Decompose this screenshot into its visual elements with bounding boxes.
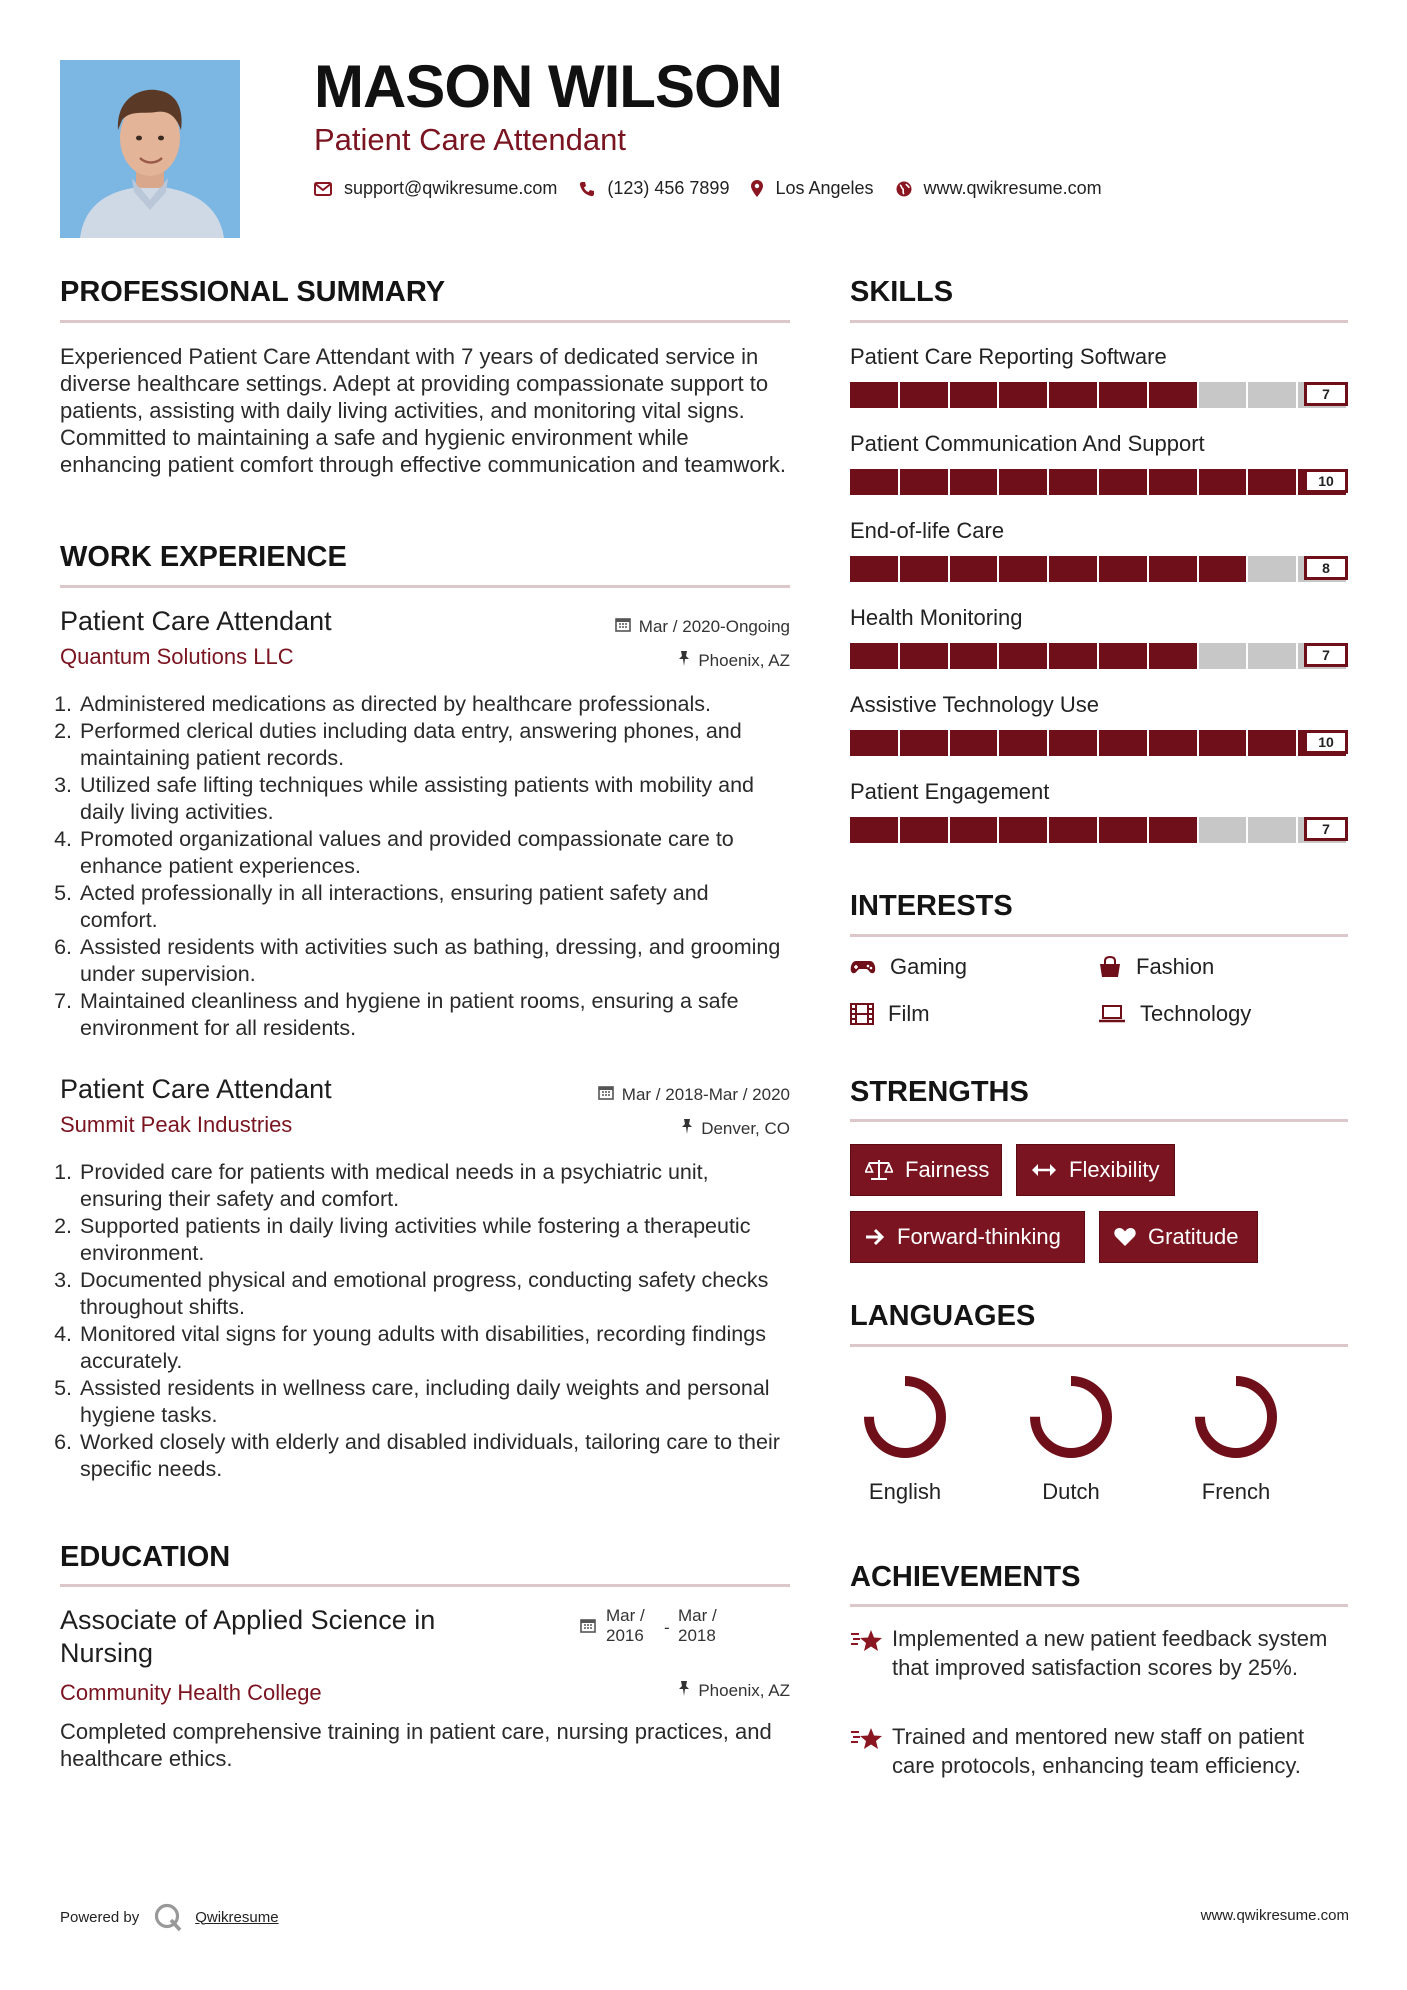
skill-bar-segment [900,730,948,756]
language-name: French [1201,1479,1271,1504]
job-title: Patient Care Attendant [60,606,332,636]
skills-heading: SKILLS [850,276,954,308]
language-level-arc [1035,1381,1107,1453]
skill-level-value: 10 [1304,469,1348,493]
contact-info [314,178,1124,199]
website-text: www.qwikresume.com [923,178,1102,198]
list-item: 7. Maintained cleanliness and hygiene in patient rooms, ensuring a safe environment for all residents. [78,988,790,1042]
language-name: Dutch [1042,1479,1100,1504]
skill-level-value: 7 [1304,643,1348,667]
skill-bar-segment [1049,469,1097,495]
interest-gaming: Gaming [850,954,967,980]
contact-phone[interactable] [579,178,729,199]
job-title: Patient Care Attendant [60,1074,332,1104]
skill-bar-segment [1248,469,1296,495]
skill-level-value: 7 [1304,382,1348,406]
strength-forward-thinking: Forward-thinking [850,1211,1085,1263]
experience-heading: WORK EXPERIENCE [60,541,347,573]
job-entry [60,606,790,1046]
language-level-arc [869,1381,941,1453]
skill-bar-segment [1199,469,1247,495]
skill-bar-segment [900,382,948,408]
degree-name: Associate of Applied Science in Nursing [60,1605,436,1668]
skill-bar-segment [1099,469,1147,495]
skill-bar-segment [1049,643,1097,669]
skill-bar-segment [999,469,1047,495]
languages-heading: LANGUAGES [850,1300,1036,1332]
skill-bar-segment [1248,382,1296,408]
experience-divider [60,585,790,588]
interest-technology: Technology [1098,1001,1251,1027]
job-dates: Mar / 2018-Mar / 2020 [598,1084,790,1105]
skill-name: Patient Engagement [850,779,1050,804]
achievement-item: Trained and mentored new staff on patient care protocols, enhancing team efficiency. [850,1722,1350,1780]
strength-flexibility: Flexibility [1016,1144,1175,1196]
skill-bar-segment [850,382,898,408]
education-heading: EDUCATION [60,1541,231,1573]
language-item [850,1372,960,1505]
qwikresume-link[interactable]: Qwikresume [195,1908,279,1926]
language-ring [1026,1372,1116,1462]
job-dates: Mar / 2020-Ongoing [615,616,790,637]
candidate-name: MASON WILSON [314,53,782,120]
skill-bar [850,730,1348,756]
skill-bar-segment [1199,730,1247,756]
skill-bar-segment [999,643,1047,669]
list-item: 2. Supported patients in daily living activities while fostering a therapeutic environment. [78,1213,790,1267]
calendar-icon [598,1084,614,1105]
strengths-divider [850,1119,1348,1122]
pin-icon [678,1680,690,1701]
skill-bar-segment [900,643,948,669]
strength-fairness: Fairness [850,1144,1002,1196]
pin-icon [681,1118,693,1139]
list-item: 6. Assisted residents with activities such as bathing, dressing, and grooming under supervision. [78,934,790,988]
globe-icon [896,181,912,197]
skill-bar-segment [950,556,998,582]
skill-bar-segment [1149,469,1197,495]
skill-bar-segment [950,730,998,756]
skill-bar-segment [1149,556,1197,582]
gamepad-icon [850,959,876,975]
skill-bar [850,817,1348,843]
skill-name: Assistive Technology Use [850,692,1100,717]
strengths-heading: STRENGTHS [850,1076,1029,1108]
skill-bar-segment [1149,382,1197,408]
balance-scale-icon [865,1159,893,1181]
skill-bar-segment [1099,556,1147,582]
education-divider [60,1584,790,1587]
job-bullets [60,1159,790,1483]
list-item: 5. Acted professionally in all interactions, ensuring patient safety and comfort. [78,880,790,934]
skill-bar-segment [999,817,1047,843]
skill-bar [850,643,1348,669]
job-entry [60,1074,790,1494]
list-item: 1. Administered medications as directed by healthcare professionals. [78,691,790,718]
contact-website[interactable] [896,178,1102,199]
job-location: Phoenix, AZ [678,650,790,671]
language-item [1016,1372,1126,1505]
skill-bar [850,382,1348,408]
skill-bar-segment [1199,817,1247,843]
skill-bar-segment [900,817,948,843]
location-text: Los Angeles [775,178,874,198]
skill-level-value: 7 [1304,817,1348,841]
skill-bar-segment [1049,556,1097,582]
heart-icon [1114,1227,1136,1247]
skill-bar-segment [850,817,898,843]
job-location: Denver, CO [681,1118,790,1139]
languages-divider [850,1344,1348,1347]
achievement-item: Implemented a new patient feedback system that improved satisfaction scores by 25%. [850,1624,1350,1682]
education-description: Completed comprehensive training in patient care, nursing practices, and healthcare ethics. [60,1719,772,1771]
company-name: Quantum Solutions LLC [60,644,294,669]
skill-bar-segment [1199,382,1247,408]
skill-bar-segment [1099,643,1147,669]
skill-bar-segment [850,643,898,669]
arrow-right-icon [865,1228,885,1246]
skill-bar [850,556,1348,582]
skill-bar-segment [999,556,1047,582]
shopping-bag-icon [1098,956,1122,978]
skill-bar-segment [900,469,948,495]
calendar-icon [580,1617,596,1646]
skill-name: End-of-life Care [850,518,1005,543]
skill-bar-segment [1049,730,1097,756]
skill-bar-segment [1049,817,1097,843]
skill-bar-segment [850,556,898,582]
envelope-icon [314,182,332,196]
footer-powered-by: Powered by Qwikresume [60,1902,279,1932]
skill-bar-segment [1248,643,1296,669]
pin-icon [678,650,690,671]
contact-email[interactable] [314,178,557,199]
phone-icon [579,181,595,197]
education-location: Phoenix, AZ [678,1680,790,1701]
laptop-icon [1098,1004,1126,1024]
company-name: Summit Peak Industries [60,1112,293,1137]
skill-name: Health Monitoring [850,605,1023,630]
language-ring [1191,1372,1281,1462]
skill-name: Patient Communication And Support [850,431,1205,456]
skill-bar-segment [999,382,1047,408]
list-item: 3. Documented physical and emotional progress, conducting safety checks throughout shifts. [78,1267,790,1321]
skill-bar-segment [1099,382,1147,408]
star-icon [850,1624,892,1682]
footer-website[interactable]: www.qwikresume.com [1200,1907,1349,1924]
skill-level-value: 8 [1304,556,1348,580]
skill-bar-segment [850,469,898,495]
skill-bar-segment [900,556,948,582]
achievements-heading: ACHIEVEMENTS [850,1561,1081,1593]
list-item: 2. Performed clerical duties including data entry, answering phones, and maintaining patient records. [78,718,790,772]
language-level-arc [1200,1381,1272,1453]
interests-heading: INTERESTS [850,890,1013,922]
list-item: 6. Worked closely with elderly and disabled individuals, tailoring care to their specific needs. [78,1429,790,1483]
contact-location [751,178,873,199]
list-item: 4. Promoted organizational values and provided compassionate care to enhance patient experiences. [78,826,790,880]
skill-bar-segment [1248,556,1296,582]
skill-bar-segment [1248,817,1296,843]
skill-bar-segment [1149,730,1197,756]
list-item: 5. Assisted residents in wellness care, including daily weights and personal hygiene tasks. [78,1375,790,1429]
skill-bar-segment [950,643,998,669]
education-dates: Mar / 2016 - Mar / 2018 [580,1606,717,1646]
language-item [1181,1372,1291,1505]
strength-gratitude: Gratitude [1099,1211,1258,1263]
skill-bar-segment [850,730,898,756]
language-name: English [868,1479,942,1504]
qwikresume-logo-icon [153,1902,183,1932]
interests-divider [850,934,1348,937]
job-bullets [60,691,790,1042]
star-icon [850,1722,892,1780]
summary-divider [60,320,790,323]
achievements-divider [850,1604,1348,1607]
skill-bar-segment [999,730,1047,756]
list-item: 4. Monitored vital signs for young adults with disabilities, recording findings accurately. [78,1321,790,1375]
interest-fashion: Fashion [1098,954,1214,980]
skill-bar-segment [1248,730,1296,756]
skill-name: Patient Care Reporting Software [850,344,1167,369]
skill-bar-segment [1099,817,1147,843]
email-text: support@qwikresume.com [344,178,558,198]
skill-bar [850,469,1348,495]
map-marker-icon [751,180,763,197]
list-item: 1. Provided care for patients with medical needs in a psychiatric unit, ensuring their safety and comfort. [78,1159,790,1213]
calendar-icon [615,616,631,637]
skill-bar-segment [1199,556,1247,582]
skill-bar-segment [950,382,998,408]
education-entry [60,1604,790,1784]
skill-bar-segment [1149,817,1197,843]
skill-bar-segment [1149,643,1197,669]
school-name: Community Health College [60,1680,322,1705]
skills-divider [850,320,1348,323]
summary-text: Experienced Patient Care Attendant with 7 years of dedicated service in diverse healthcare settings. Adept at providing compassionate support to patients, assisting with daily living activities, and monitoring vital signs. Committed to maintaining a safe and hygienic environment while enhancing patient comfort through effective communication and teamwork. [60,344,786,477]
skill-bar-segment [950,469,998,495]
candidate-title: Patient Care Attendant [314,122,626,157]
summary-heading: PROFESSIONAL SUMMARY [60,276,446,308]
profile-photo [60,60,240,238]
skill-bar-segment [1099,730,1147,756]
skill-level-value: 10 [1304,730,1348,754]
interest-film: Film [850,1001,930,1027]
skill-bar-segment [1049,382,1097,408]
phone-text: (123) 456 7899 [607,178,730,198]
language-ring [860,1372,950,1462]
film-icon [850,1003,874,1025]
skill-bar-segment [1199,643,1247,669]
skill-bar-segment [950,817,998,843]
arrows-h-icon [1031,1163,1057,1177]
list-item: 3. Utilized safe lifting techniques while assisting patients with mobility and daily living activities. [78,772,790,826]
